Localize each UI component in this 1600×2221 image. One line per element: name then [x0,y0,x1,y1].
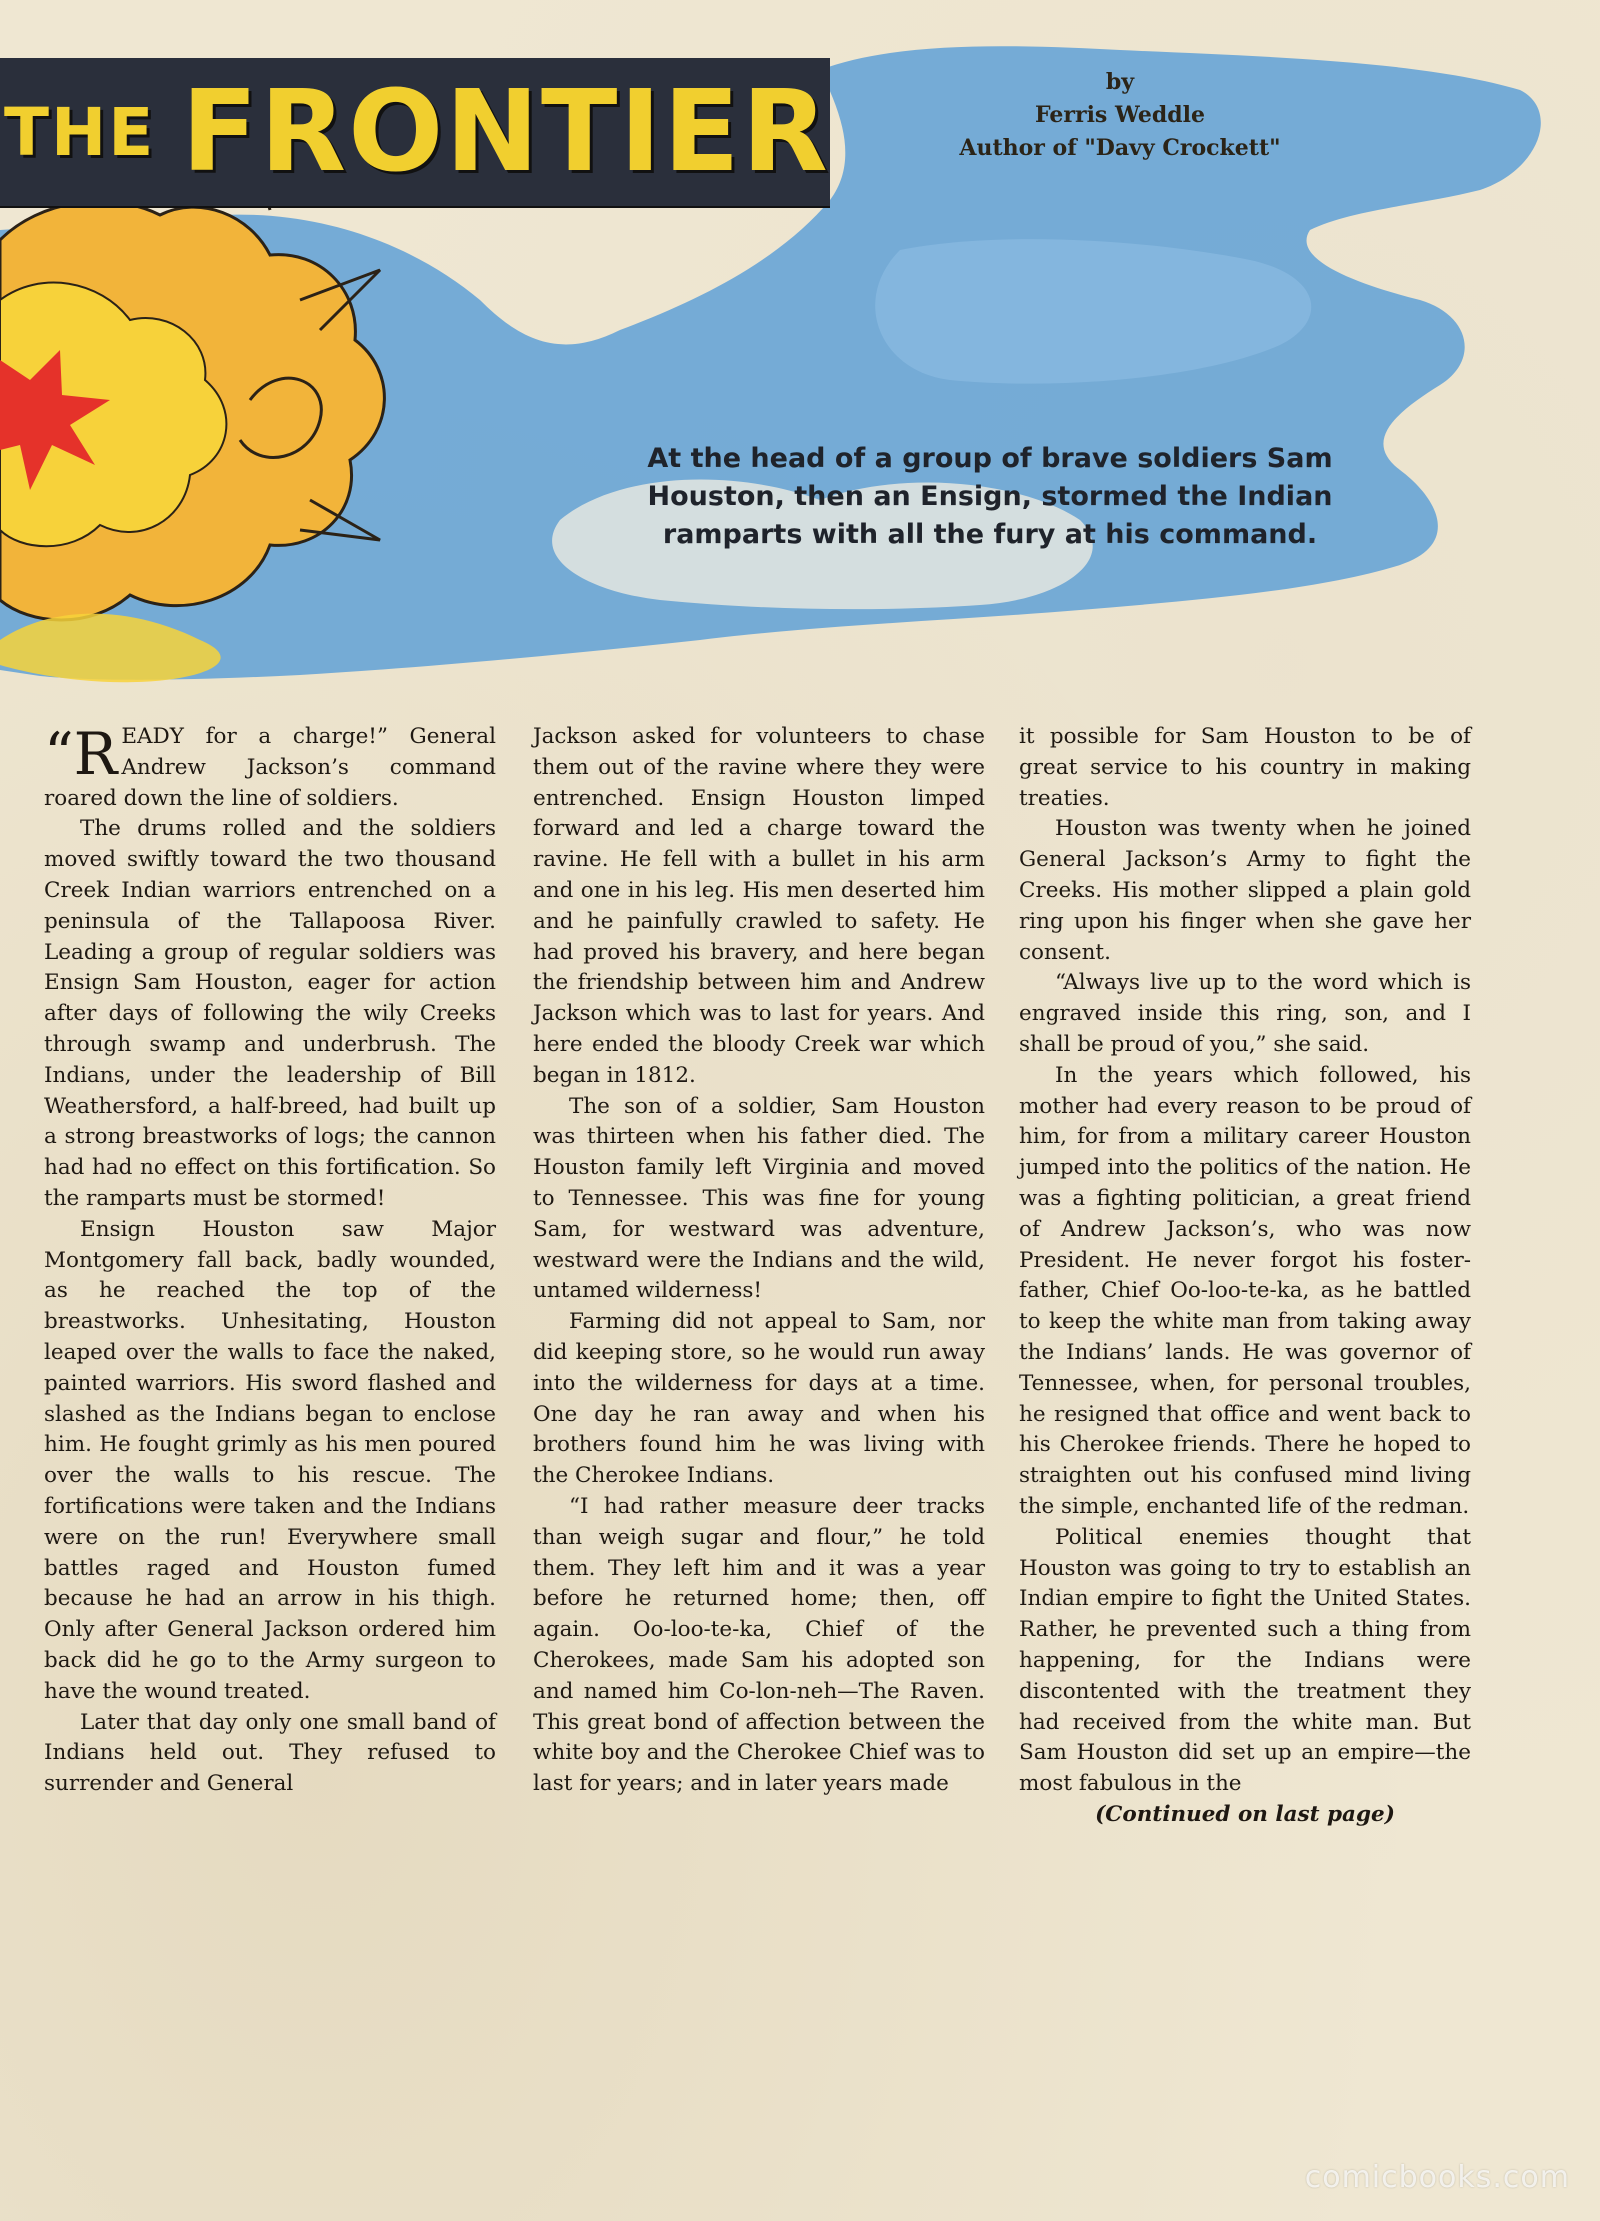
article-paragraph: “Always live up to the word which is engraved inside this ring, son, and I shall be proud of you,” she said. [1019,970,1471,1057]
article-paragraph: Political enemies thought that Houston was going to try to establish an Indian empire to fight the United States. Rather, he prevented such a thing from happening, for the Indians were discontented with the treatment they had received from the white man. But Sam Houston did set up an empire—the most fabulous in the [1019,1524,1471,1797]
article-paragraph: Jackson asked for volunteers to chase them out of the ravine where they were entrenched. Ensign Houston limped forward and led a charge toward the ravine. He fell with a bullet in his arm and one in his leg. His men deserted him and he painfully crawled to safety. He had proved his bravery, and here began the friendship between him and Andrew Jackson which was to last for years. And here ended the bloody Creek war which began in 1812. [533,724,985,1088]
article-paragraph: “I had rather measure deer tracks than weigh sugar and flour,” he told them. They left him and it was a year before he returned home; then, off again. Oo-loo-te-ka, Chief of the Cherokees, made Sam his adopted son and named him Co-lon-neh—The Raven. This great bond of affection between the white boy and the Cherokee Chief was to last for years; and in later years made [533,1493,985,1797]
title-prefix: THE [4,93,156,171]
article-paragraph: Farming did not appeal to Sam, nor did keeping store, so he would run away into the wilderness for days at a time. One day he ran away and when his brothers found him he was living with the Cherokee Indians. [533,1309,985,1489]
article-paragraph: it possible for Sam Houston to be of great service to his country in making treaties. [1019,724,1471,811]
article-paragraph: Later that day only one small band of Indians held out. They refused to surrender and General [44,1709,496,1797]
article-paragraph: The son of a soldier, Sam Houston was thirteen when his father died. The Houston family left Virginia and moved to Tennessee. This was fine for young Sam, for westward was adventure, westward were the Indians and the wild, untamed wilderness! [533,1093,985,1304]
paragraph-text: EADY for a charge!” General Andrew Jackson’s command roared down the line of soldiers. [44,724,496,811]
article-paragraph: Ensign Houston saw Major Montgomery fall back, badly wounded, as he reached the top of the breastworks. Unhesitating, Houston leaped over the walls to face the naked, painted warriors. His sword flashed and slashed as the Indians began to enclose him. He fought grimly as his men poured over the walls to his rescue. The fortifications were taken and the Indians were on the run! Everywhere small battles raged and Houston fumed because he had an arrow in his thigh. Only after General Jackson ordered him back did he go to the Army surgeon to have the wound treated. [44,1216,496,1704]
article-body [44,722,1474,2042]
watermark: comicbooks.com [1304,2160,1570,2195]
article-paragraph: The drums rolled and the soldiers moved swiftly toward the two thousand Creek Indian warriors entrenched on a peninsula of the Tallapoosa River. Leading a group of regular soldiers was Ensign Sam Houston, eager for action after days of following the wily Creeks through swamp and underbrush. The Indians, under the leadership of Bill Weathersford, a half-breed, had built up a strong breastworks of logs; the cannon had had no effect on this fortification. So the ramparts must be stormed! [44,816,496,1211]
article-paragraph [44,722,496,814]
title-banner [0,58,830,206]
byline-by: by [1105,69,1135,95]
continued-note: (Continued on last page) [1095,1801,1395,1827]
article-column-2 [533,722,985,1800]
byline-credit: Author of "Davy Crockett" [959,135,1281,161]
illustration-caption: At the head of a group of brave soldiers Sam Houston, then an Ensign, stormed the Indian ramparts with all the fury at his command. [647,443,1333,550]
byline [930,66,1310,165]
article-paragraph: Houston was twenty when he joined General Jackson’s Army to fight the Creeks. His mother slipped a plain gold ring upon his finger when she gave her consent. [1019,816,1471,965]
title-main: FRONTIER [181,67,830,197]
drop-cap: “R [44,720,118,788]
byline-author: Ferris Weddle [1034,102,1206,128]
article-column-1 [44,722,496,1800]
article-column-3 [1019,722,1471,1831]
article-paragraph: In the years which followed, his mother had every reason to be proud of him, for from a military career Houston jumped into the politics of the nation. He was a fighting politician, a great friend of Andrew Jackson’s, who was now President. He never forgot his foster-father, Chief Oo-loo-te-ka, as he battled to keep the white man from taking away the Indians’ lands. He was governor of Tennessee, when, for personal troubles, he resigned that office and went back to his Cherokee friends. There he hoped to straighten out his confused mind living the simple, enchanted life of the redman. [1019,1062,1471,1519]
